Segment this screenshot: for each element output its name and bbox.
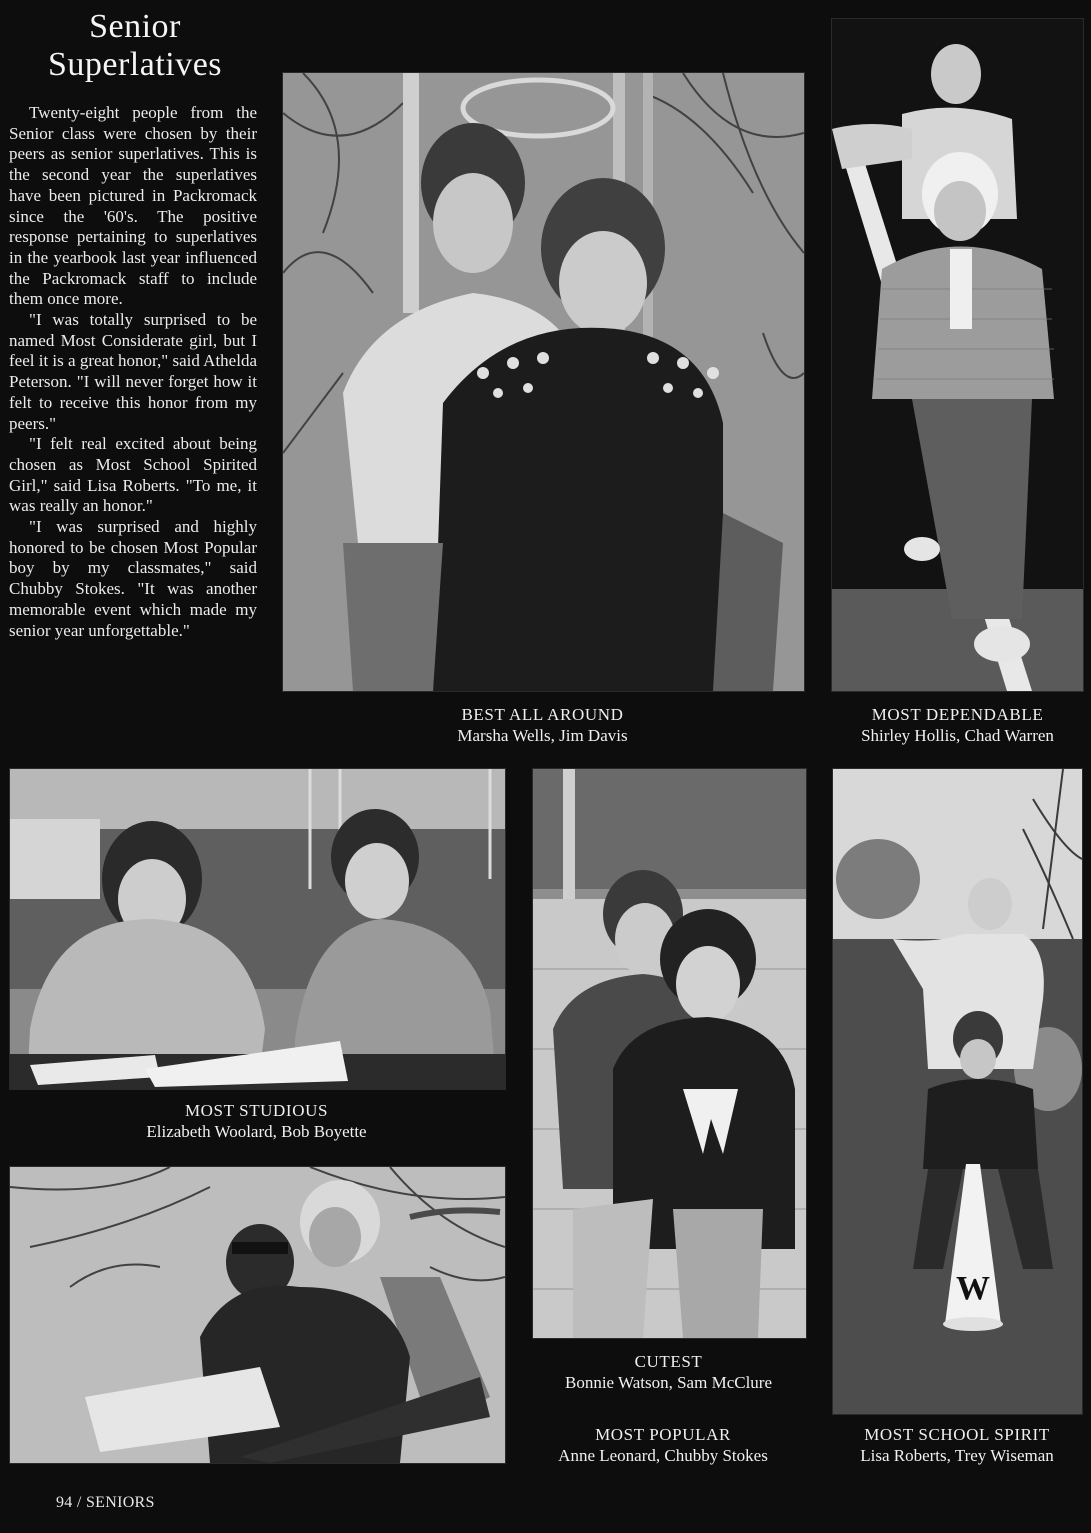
photo-image bbox=[10, 769, 505, 1089]
photo-most-dependable bbox=[831, 18, 1084, 692]
award-names: Marsha Wells, Jim Davis bbox=[457, 726, 628, 745]
intro-paragraph: Twenty-eight people from the Senior class were chosen by their peers as senior superlatives. This is the second year the superlatives have been pictured in Packromack since the '60's. The positive response pertaining to superlatives in the yearbook last year influenced the Packromack staff to include them once more. bbox=[9, 103, 257, 309]
photo-best-all-around bbox=[282, 72, 805, 692]
megaphone-letter: W bbox=[956, 1270, 990, 1307]
photo-image bbox=[833, 769, 1082, 1414]
award-names: Anne Leonard, Chubby Stokes bbox=[558, 1446, 768, 1465]
caption-most-studious bbox=[9, 1100, 504, 1142]
caption-most-dependable bbox=[829, 704, 1086, 746]
photo-image bbox=[832, 19, 1083, 691]
award-title: MOST POPULAR bbox=[595, 1425, 731, 1444]
title-line-2: Superlatives bbox=[47, 46, 223, 83]
award-names: Elizabeth Woolard, Bob Boyette bbox=[146, 1122, 367, 1141]
photo-most-studious bbox=[9, 768, 506, 1090]
page-folio: 94 / SENIORS bbox=[56, 1494, 155, 1511]
page-title bbox=[10, 8, 260, 84]
award-title: BEST ALL AROUND bbox=[461, 705, 624, 724]
photo-most-school-spirit bbox=[832, 768, 1083, 1415]
intro-paragraph: "I was surprised and highly honored to be chosen Most Popular boy by my classmates," said Chubby Stokes. "It was another memorable event which made my senior year unforgettable." bbox=[9, 517, 257, 640]
intro-paragraph: "I felt real excited about being chosen as Most School Spirited Girl," said Lisa Roberts. "To me, it was really an honor." bbox=[9, 434, 257, 516]
award-names: Shirley Hollis, Chad Warren bbox=[861, 726, 1054, 745]
photo-most-popular bbox=[9, 1166, 506, 1464]
caption-cutest bbox=[532, 1351, 805, 1393]
photo-image bbox=[533, 769, 806, 1338]
caption-best-all-around bbox=[282, 704, 803, 746]
award-title: MOST STUDIOUS bbox=[184, 1101, 329, 1120]
award-title: CUTEST bbox=[634, 1352, 703, 1371]
intro-paragraph: "I was totally surprised to be named Most Considerate girl, but I feel it is a great honor," said Athelda Peterson. "I will never forget how it felt to receive this honor from my peers." bbox=[9, 310, 257, 433]
title-line-1: Senior bbox=[89, 8, 181, 45]
photo-image bbox=[10, 1167, 505, 1463]
award-title: MOST DEPENDABLE bbox=[871, 705, 1044, 724]
caption-most-school-spirit bbox=[830, 1424, 1084, 1466]
award-names: Bonnie Watson, Sam McClure bbox=[564, 1373, 773, 1392]
photo-image bbox=[283, 73, 804, 691]
award-names: Lisa Roberts, Trey Wiseman bbox=[860, 1446, 1054, 1465]
intro-article bbox=[9, 103, 257, 641]
caption-most-popular bbox=[524, 1424, 802, 1466]
photo-cutest bbox=[532, 768, 807, 1339]
award-title: MOST SCHOOL SPIRIT bbox=[864, 1425, 1050, 1444]
